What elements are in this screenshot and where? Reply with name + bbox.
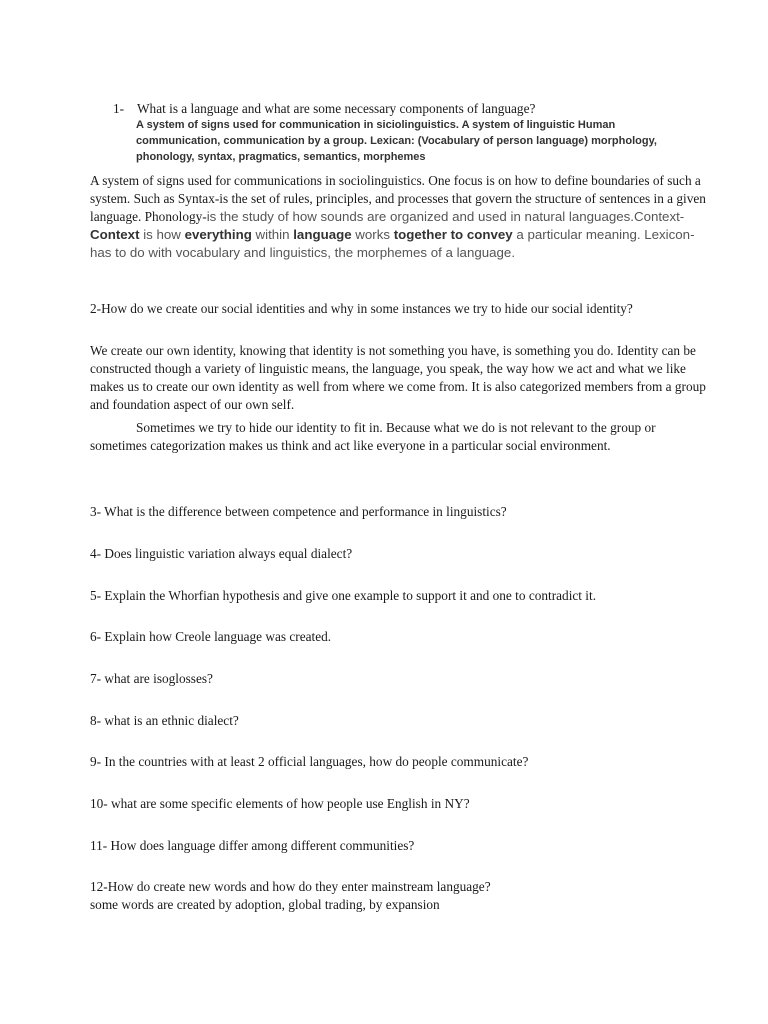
answer-1-bold-1: Context	[90, 227, 140, 242]
question-4: 4- Does linguistic variation always equal dialect?	[90, 546, 353, 561]
question-9: 9- In the countries with at least 2 official languages, how do people communicate?	[90, 754, 529, 769]
question-7: 7- what are isoglosses?	[90, 671, 213, 686]
answer-1-bold-4: together to convey	[393, 227, 513, 242]
question-3: 3- What is the difference between competence and performance in linguistics?	[90, 504, 507, 519]
answer-1-gray-4: works	[351, 227, 394, 242]
question-2-answer-p1: We create our own identity, knowing that identity is not something you have, is something you do. Identity can be constructed though a variety of linguistic means, the language, you speak, the way how we act and what we like makes us to create our own identity as well from where we come from. It is also categorized members from a group and foundation aspect of our own self.	[90, 343, 706, 412]
question-1-answer-note: A system of signs used for communication in siciolinguistics. A system of linguistic Human communication, communication by a group. Lexican: (Vocabulary of person language) morphology, phonology, syntax, pragmatics, semantics, morphemes	[136, 119, 657, 163]
question-1-number: 1-	[113, 101, 125, 116]
question-12: 12-How do create new words and how do they enter mainstream language?	[90, 879, 491, 894]
answer-1-serif: A system of signs used for communications in sociolinguistics. One focus is on how to define boundaries of such a system. Such as Syntax-is the set of rules, principles, and processes that govern the structure of sentences in a given language. Phonology-	[90, 173, 706, 224]
question-6: 6- Explain how Creole language was created.	[90, 629, 332, 644]
answer-1-gray-1: is the study of how sounds are organized and used in natural languages.Context-	[206, 209, 685, 224]
answer-1-gray-5: a particular meaning. Lexicon-has to do with vocabulary and linguistics, the morphemes of a language.	[90, 227, 695, 260]
answer-1-gray-3: within	[251, 227, 294, 242]
question-5: 5- Explain the Whorfian hypothesis and give one example to support it and one to contradict it.	[90, 588, 597, 603]
answer-1-bold-3: language	[293, 227, 352, 242]
answer-1-gray-2: is how	[139, 227, 185, 242]
question-11: 11- How does language differ among different communities?	[90, 838, 415, 853]
answer-1-bold-2: everything	[184, 227, 252, 242]
question-12-answer: some words are created by adoption, global trading, by expansion	[90, 897, 440, 912]
question-1-answer	[90, 172, 710, 262]
question-1-text: What is a language and what are some necessary components of language?	[137, 101, 536, 116]
question-10: 10- what are some specific elements of how people use English in NY?	[90, 796, 470, 811]
question-2: 2-How do we create our social identities and why in some instances we try to hide our social identity?	[90, 301, 633, 316]
question-8: 8- what is an ethnic dialect?	[90, 713, 239, 728]
question-2-answer-p2: Sometimes we try to hide our identity to fit in. Because what we do is not relevant to the group or sometimes categorization makes us think and act like everyone in a particular social environment.	[90, 420, 656, 453]
question-1	[113, 100, 673, 118]
